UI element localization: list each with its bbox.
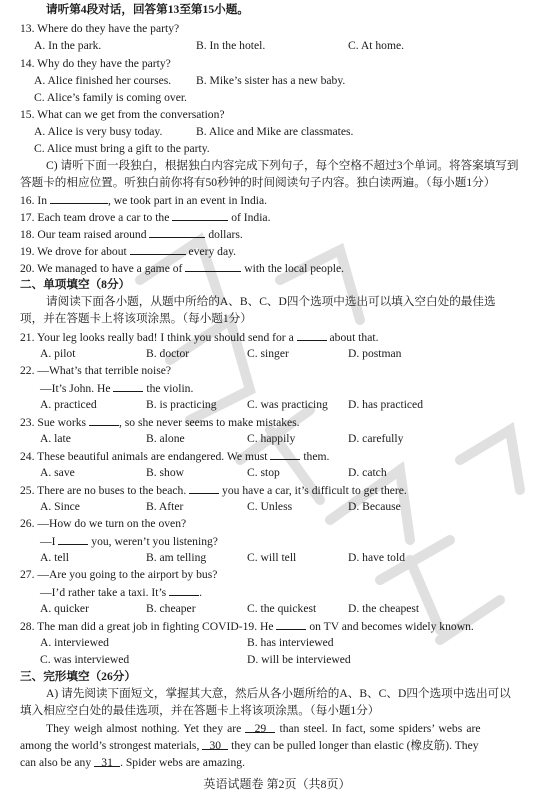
q25-option-c: C. Unless <box>247 500 293 513</box>
q28-option-a: A. interviewed <box>40 636 109 649</box>
q23-option-b: B. alone <box>146 432 185 445</box>
q21-blank[interactable] <box>297 328 327 341</box>
q21-option-d: D. postman <box>348 347 402 360</box>
part2-intro-2: 项，并在答题卡上将该项涂黑。（每小题1分） <box>20 312 252 325</box>
q14-option-b: B. Mike’s sister has a new baby. <box>196 74 346 87</box>
q24-option-c: C. stop <box>247 466 280 479</box>
sectionC-intro-2: 答题卡的相应位置。听独白前你将有50秒钟的时间阅读句子内容。独白读两遍。（每小题1分） <box>20 176 496 189</box>
part2-title: 二、单项填空（8分） <box>20 278 131 291</box>
q26-option-a: A. tell <box>40 551 69 564</box>
q25-stem: 25. There are no buses to the beach. you have a car, it’s difficult to get there. <box>20 481 407 499</box>
q24-option-d: D. catch <box>348 466 387 479</box>
part2-intro-1: 请阅读下面各小题，从题中所给的A、B、C、D四个选项中选出可以填入空白处的最佳选 <box>46 295 496 308</box>
q28-stem: 28. The man did a great job in fighting COVID-19. He on TV and becomes widely known. <box>20 617 474 635</box>
q19: 19. We drove for about every day. <box>20 242 236 260</box>
q24-option-a: A. save <box>40 466 75 479</box>
q26-line2: —I you, weren’t you listening? <box>40 532 218 550</box>
q24-option-b: B. show <box>146 466 185 479</box>
q26-option-c: C. will tell <box>247 551 297 564</box>
q23-option-c: C. happily <box>247 432 296 445</box>
q26-option-d: D. have told <box>348 551 405 564</box>
q21-option-a: A. pilot <box>40 347 76 360</box>
q25-option-d: D. Because <box>348 500 401 513</box>
q23-stem: 23. Sue works , so she never seems to make mistakes. <box>20 413 300 431</box>
part3-intro-2: 填入相应空白处的最佳选项，并在答题卡上将该项涂黑。（每小题1分） <box>20 704 380 717</box>
q25-blank[interactable] <box>189 481 219 494</box>
q28-blank[interactable] <box>276 617 306 630</box>
q15-option-b: B. Alice and Mike are classmates. <box>196 125 354 138</box>
q22-blank[interactable] <box>113 379 143 392</box>
page-footer: 英语试题卷 第2页（共8页） <box>203 777 351 791</box>
q22-option-c: C. was practicing <box>247 398 328 411</box>
q28-option-d: D. will be interviewed <box>247 653 351 666</box>
q27-option-c: C. the quickest <box>247 602 317 615</box>
q17-blank[interactable] <box>172 208 228 221</box>
q14-stem: 14. Why do they have the party? <box>20 57 171 70</box>
q16-blank[interactable] <box>50 191 108 204</box>
q13-option-c: C. At home. <box>348 39 405 52</box>
passage-line3: can also be any 31 . Spider webs are amazing. <box>20 756 245 769</box>
q16: 16. In , we took part in an event in India. <box>20 191 267 209</box>
q22-option-a: A. practiced <box>40 398 97 411</box>
q27-option-b: B. cheaper <box>146 602 196 615</box>
q14-option-a: A. Alice finished her courses. <box>34 74 172 87</box>
q15-option-a: A. Alice is very busy today. <box>34 125 163 138</box>
passage-line2: among the world’s strongest materials, 30 they can be pulled longer than elastic (橡皮筋). They <box>20 739 479 752</box>
q21-option-c: C. singer <box>247 347 289 360</box>
q21-option-b: B. doctor <box>146 347 190 360</box>
q26-line1: 26. —How do we turn on the oven? <box>20 517 187 530</box>
q25-option-a: A. Since <box>40 500 80 513</box>
blank-29[interactable]: 29 <box>245 720 275 733</box>
q22-line1: 22. —What’s that terrible noise? <box>20 364 171 377</box>
q15-option-c: C. Alice must bring a gift to the party. <box>34 142 210 155</box>
blank-31[interactable]: 31 <box>94 754 120 767</box>
q24-blank[interactable] <box>270 447 300 460</box>
q22-option-b: B. is practicing <box>146 398 217 411</box>
q14-option-c: C. Alice’s family is coming over. <box>34 91 187 104</box>
q13-option-b: B. In the hotel. <box>196 39 266 52</box>
q25-option-b: B. After <box>146 500 184 513</box>
q27-option-d: D. the cheapest <box>348 602 420 615</box>
q23-option-a: A. late <box>40 432 71 445</box>
q23-blank[interactable] <box>89 413 119 426</box>
passage-line1: They weigh almost nothing. Yet they are 29 than steel. In fact, some spiders’ webs are <box>46 722 481 735</box>
q18: 18. Our team raised around dollars. <box>20 225 243 243</box>
q18-blank[interactable] <box>149 225 205 238</box>
q27-blank[interactable] <box>169 583 199 596</box>
blank-30[interactable]: 30 <box>202 737 228 750</box>
q27-option-a: A. quicker <box>40 602 89 615</box>
q13-option-a: A. In the park. <box>34 39 102 52</box>
q24-stem: 24. These beautiful animals are endangered. We must them. <box>20 447 329 465</box>
q28-option-b: B. has interviewed <box>247 636 334 649</box>
q21-stem: 21. Your leg looks really bad! I think you should send for a about that. <box>20 328 378 346</box>
q22-option-d: D. has practiced <box>348 398 424 411</box>
part3-title: 三、完形填空（26分） <box>20 670 136 683</box>
q22-line2: —It’s John. He the violin. <box>40 379 193 397</box>
q26-blank[interactable] <box>58 532 88 545</box>
part4-header: 请听第4段对话，回答第13至第15小题。 <box>46 3 249 16</box>
q13-stem: 13. Where do they have the party? <box>20 22 180 35</box>
q19-blank[interactable] <box>130 242 186 255</box>
q20: 20. We managed to have a game of with the local people. <box>20 259 344 277</box>
q15-stem: 15. What can we get from the conversation? <box>20 108 225 121</box>
q27-line1: 27. —Are you going to the airport by bus? <box>20 568 218 581</box>
sectionC-intro-1: C) 请听下面一段独白，根据独白内容完成下列句子，每个空格不超过3个单词。将答案填写到 <box>46 159 519 172</box>
q26-option-b: B. am telling <box>146 551 207 564</box>
q28-option-c: C. was interviewed <box>40 653 130 666</box>
q23-option-d: D. carefully <box>348 432 404 445</box>
q27-line2: —I’d rather take a taxi. It’s . <box>40 583 202 601</box>
q20-blank[interactable] <box>185 259 241 272</box>
part3-intro-1: A) 请先阅读下面短文，掌握其大意，然后从各小题所给的A、B、C、D四个选项中选出可以 <box>46 687 511 700</box>
q17: 17. Each team drove a car to the of India. <box>20 208 270 226</box>
